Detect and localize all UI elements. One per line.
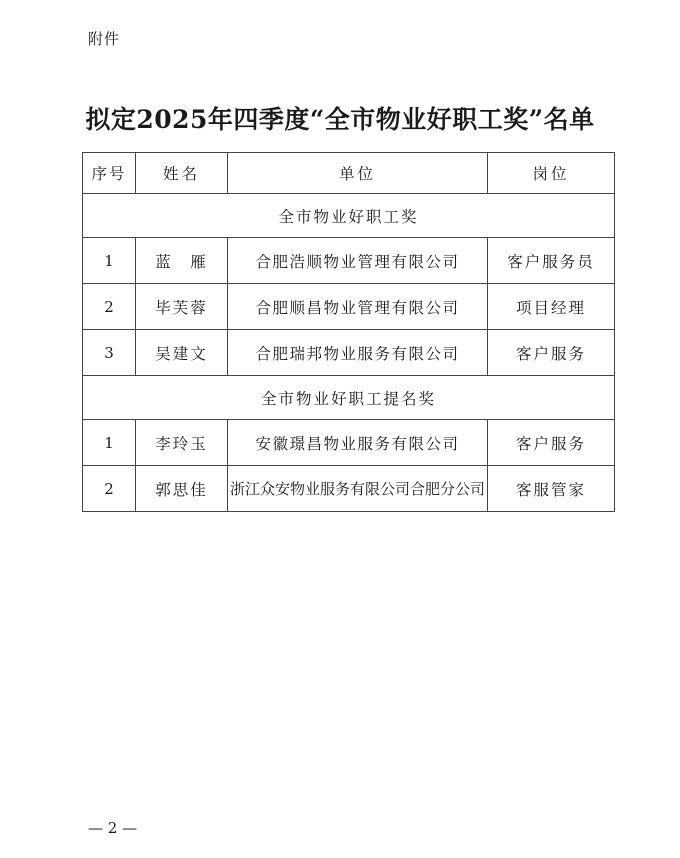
header-name: 姓名 — [136, 153, 228, 194]
row-no: 3 — [83, 330, 136, 376]
row-name: 蓝 雁 — [136, 238, 228, 284]
row-unit: 合肥浩顺物业管理有限公司 — [228, 238, 488, 284]
page-number: — 2 — — [88, 819, 138, 837]
row-name: 毕芙蓉 — [136, 284, 228, 330]
row-post: 客服管家 — [488, 466, 615, 512]
row-name: 李玲玉 — [136, 420, 228, 466]
row-no: 1 — [83, 238, 136, 284]
row-post: 客户服务员 — [488, 238, 615, 284]
row-post: 项目经理 — [488, 284, 615, 330]
row-unit: 合肥顺昌物业管理有限公司 — [228, 284, 488, 330]
row-name: 吴建文 — [136, 330, 228, 376]
row-no: 2 — [83, 284, 136, 330]
section-label-nomination: 全市物业好职工提名奖 — [83, 376, 615, 420]
row-unit: 安徽璟昌物业服务有限公司 — [228, 420, 488, 466]
header-post: 岗位 — [488, 153, 615, 194]
header-unit: 单位 — [228, 153, 488, 194]
row-no: 2 — [83, 466, 136, 512]
table-row — [83, 466, 615, 512]
attachment-label: 附件 — [88, 30, 121, 48]
section-label-award: 全市物业好职工奖 — [83, 194, 615, 238]
table-row — [83, 238, 615, 284]
section-row-nomination — [83, 376, 615, 420]
award-list-table — [82, 152, 615, 512]
section-row-award — [83, 194, 615, 238]
table-header-row — [83, 153, 615, 194]
row-name: 郭思佳 — [136, 466, 228, 512]
row-no: 1 — [83, 420, 136, 466]
table-row — [83, 420, 615, 466]
row-unit: 浙江众安物业服务有限公司合肥分公司 — [228, 466, 488, 512]
row-post: 客户服务 — [488, 420, 615, 466]
row-unit: 合肥瑞邦物业服务有限公司 — [228, 330, 488, 376]
header-no: 序号 — [83, 153, 136, 194]
row-post: 客户服务 — [488, 330, 615, 376]
document-title: 拟定2025年四季度“全市物业好职工奖”名单 — [85, 105, 595, 134]
table-row — [83, 284, 615, 330]
table-row — [83, 330, 615, 376]
